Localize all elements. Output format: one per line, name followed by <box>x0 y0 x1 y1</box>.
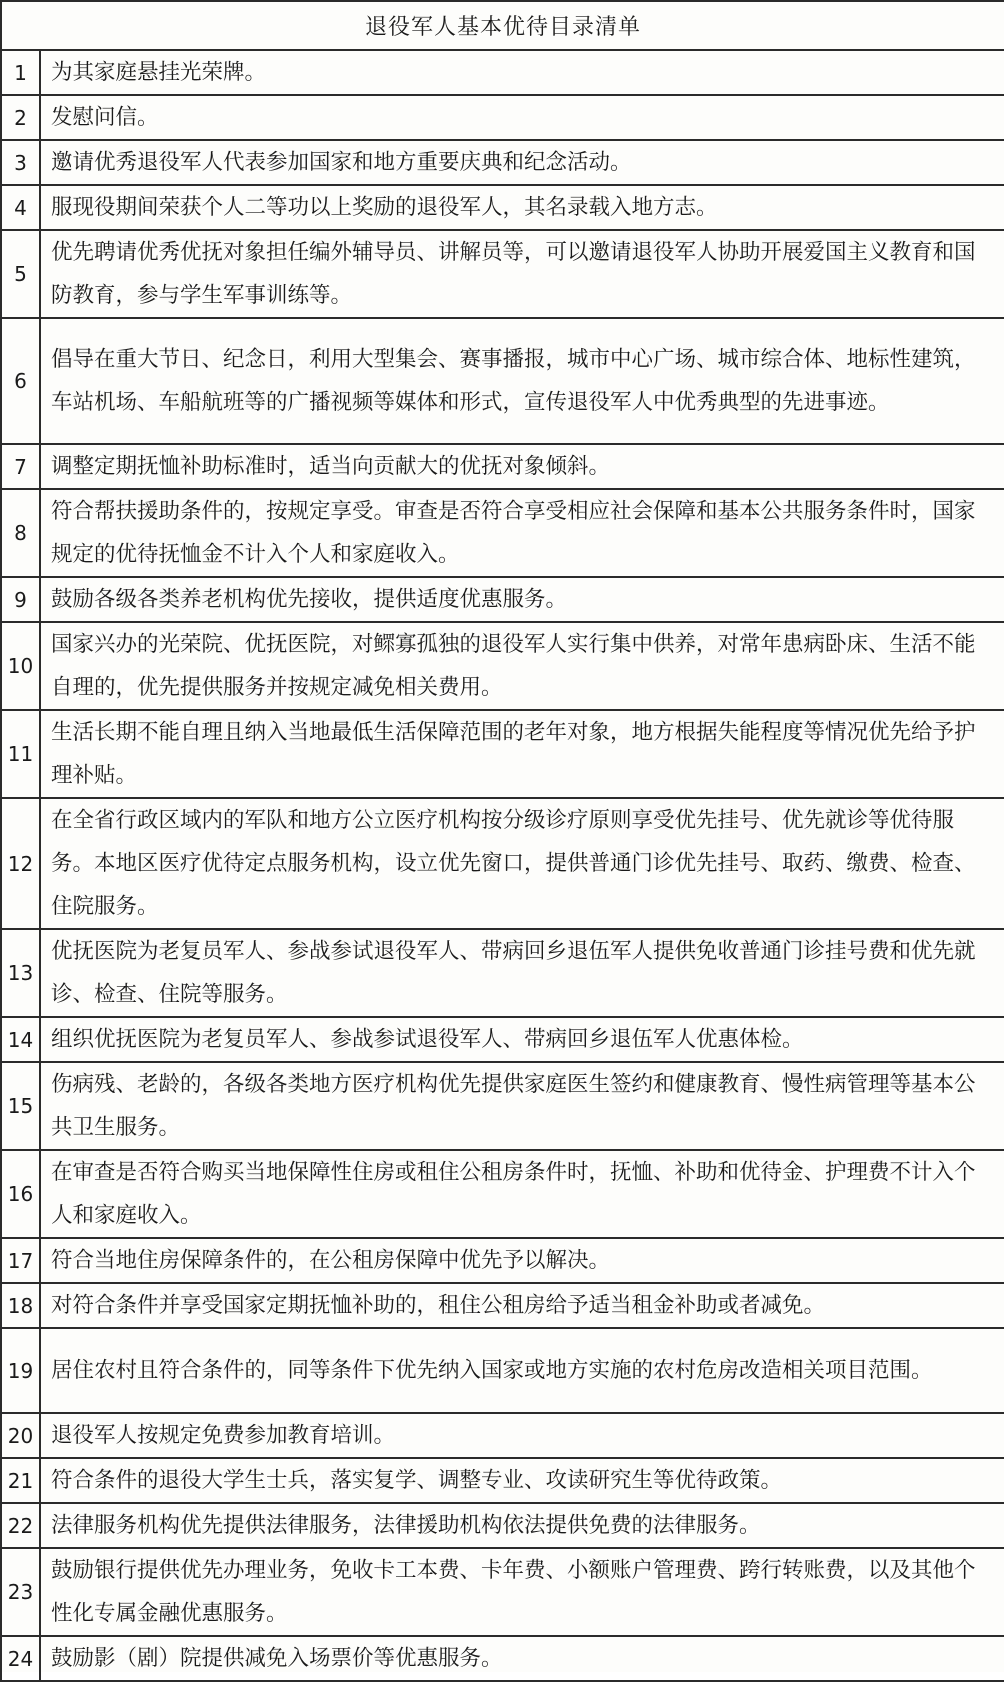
row-text: 鼓励影（剧）院提供减免入场票价等优惠服务。 <box>40 1636 1004 1681</box>
row-number: 13 <box>1 929 40 1017</box>
table-row <box>1 710 1004 798</box>
row-number: 10 <box>1 622 40 710</box>
row-number: 23 <box>1 1548 40 1636</box>
row-number: 15 <box>1 1062 40 1150</box>
table-row <box>1 798 1004 929</box>
row-text: 在全省行政区域内的军队和地方公立医疗机构按分级诊疗原则享受优先挂号、优先就诊等优待服务。本地区医疗优待定点服务机构，设立优先窗口，提供普通门诊优先挂号、取药、缴费、检查、住院服务。 <box>40 798 1004 929</box>
table-row <box>1 622 1004 710</box>
table-row <box>1 929 1004 1017</box>
row-text: 倡导在重大节日、纪念日，利用大型集会、赛事播报，城市中心广场、城市综合体、地标性建筑，车站机场、车船航班等的广播视频等媒体和形式，宣传退役军人中优秀典型的先进事迹。 <box>40 318 1004 444</box>
row-number: 18 <box>1 1283 40 1328</box>
row-number: 9 <box>1 577 40 622</box>
row-number: 19 <box>1 1328 40 1413</box>
row-number: 6 <box>1 318 40 444</box>
row-text: 组织优抚医院为老复员军人、参战参试退役军人、带病回乡退伍军人优惠体检。 <box>40 1017 1004 1062</box>
row-text: 退役军人按规定免费参加教育培训。 <box>40 1413 1004 1458</box>
row-text: 在审查是否符合购买当地保障性住房或租住公租房条件时，抚恤、补助和优待金、护理费不计入个人和家庭收入。 <box>40 1150 1004 1238</box>
row-number: 17 <box>1 1238 40 1283</box>
row-text: 优抚医院为老复员军人、参战参试退役军人、带病回乡退伍军人提供免收普通门诊挂号费和优先就诊、检查、住院等服务。 <box>40 929 1004 1017</box>
table-row <box>1 1238 1004 1283</box>
row-number: 22 <box>1 1503 40 1548</box>
table-row <box>1 444 1004 489</box>
row-text: 鼓励银行提供优先办理业务，免收卡工本费、卡年费、小额账户管理费、跨行转账费，以及其他个性化专属金融优惠服务。 <box>40 1548 1004 1636</box>
table-row <box>1 230 1004 318</box>
table-row <box>1 1548 1004 1636</box>
row-text: 居住农村且符合条件的，同等条件下优先纳入国家或地方实施的农村危房改造相关项目范围。 <box>40 1328 1004 1413</box>
row-number: 7 <box>1 444 40 489</box>
row-text: 符合条件的退役大学生士兵，落实复学、调整专业、攻读研究生等优待政策。 <box>40 1458 1004 1503</box>
row-text: 生活长期不能自理且纳入当地最低生活保障范围的老年对象，地方根据失能程度等情况优先给予护理补贴。 <box>40 710 1004 798</box>
row-text: 符合帮扶援助条件的，按规定享受。审查是否符合享受相应社会保障和基本公共服务条件时，国家规定的优待抚恤金不计入个人和家庭收入。 <box>40 489 1004 577</box>
row-text: 优先聘请优秀优抚对象担任编外辅导员、讲解员等，可以邀请退役军人协助开展爱国主义教育和国防教育，参与学生军事训练等。 <box>40 230 1004 318</box>
row-number: 12 <box>1 798 40 929</box>
table-row <box>1 1150 1004 1238</box>
table-row <box>1 1283 1004 1328</box>
row-text: 邀请优秀退役军人代表参加国家和地方重要庆典和纪念活动。 <box>40 140 1004 185</box>
row-number: 5 <box>1 230 40 318</box>
row-text: 发慰问信。 <box>40 95 1004 140</box>
table-row <box>1 50 1004 95</box>
row-text: 为其家庭悬挂光荣牌。 <box>40 50 1004 95</box>
row-number: 24 <box>1 1636 40 1681</box>
row-number: 21 <box>1 1458 40 1503</box>
row-number: 4 <box>1 185 40 230</box>
table-row <box>1 1503 1004 1548</box>
row-text: 国家兴办的光荣院、优抚医院，对鳏寡孤独的退役军人实行集中供养，对常年患病卧床、生活不能自理的，优先提供服务并按规定减免相关费用。 <box>40 622 1004 710</box>
row-text: 符合当地住房保障条件的，在公租房保障中优先予以解决。 <box>40 1238 1004 1283</box>
table-row <box>1 185 1004 230</box>
row-text: 对符合条件并享受国家定期抚恤补助的，租住公租房给予适当租金补助或者减免。 <box>40 1283 1004 1328</box>
table-row <box>1 1062 1004 1150</box>
row-text: 服现役期间荣获个人二等功以上奖励的退役军人，其名录载入地方志。 <box>40 185 1004 230</box>
table-row <box>1 1328 1004 1413</box>
row-text: 法律服务机构优先提供法律服务，法律援助机构依法提供免费的法律服务。 <box>40 1503 1004 1548</box>
table-row <box>1 1413 1004 1458</box>
table-row <box>1 489 1004 577</box>
table-row <box>1 140 1004 185</box>
table-row <box>1 318 1004 444</box>
row-number: 8 <box>1 489 40 577</box>
row-number: 2 <box>1 95 40 140</box>
table-title-row <box>1 1 1004 50</box>
row-text: 伤病残、老龄的，各级各类地方医疗机构优先提供家庭医生签约和健康教育、慢性病管理等基本公共卫生服务。 <box>40 1062 1004 1150</box>
row-number: 3 <box>1 140 40 185</box>
table-row <box>1 95 1004 140</box>
row-number: 11 <box>1 710 40 798</box>
table-row <box>1 1636 1004 1681</box>
row-text: 调整定期抚恤补助标准时，适当向贡献大的优抚对象倾斜。 <box>40 444 1004 489</box>
table-title: 退役军人基本优待目录清单 <box>1 1 1004 50</box>
row-number: 14 <box>1 1017 40 1062</box>
table-row <box>1 1017 1004 1062</box>
row-number: 1 <box>1 50 40 95</box>
row-number: 16 <box>1 1150 40 1238</box>
row-number: 20 <box>1 1413 40 1458</box>
row-text: 鼓励各级各类养老机构优先接收，提供适度优惠服务。 <box>40 577 1004 622</box>
table-row <box>1 1458 1004 1503</box>
table-row <box>1 577 1004 622</box>
